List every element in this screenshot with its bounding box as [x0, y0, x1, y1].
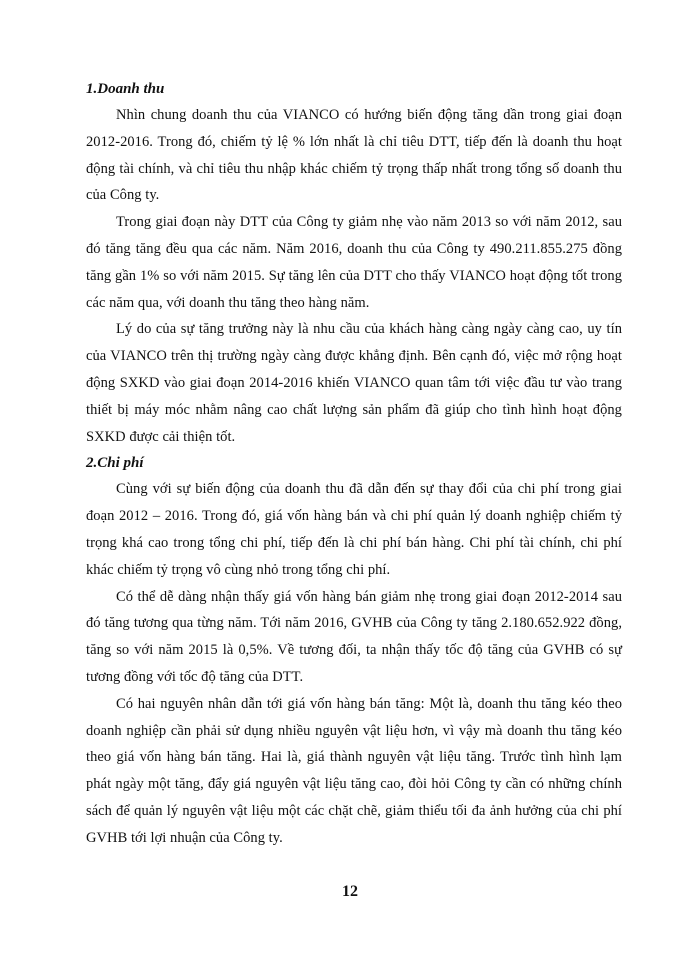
- section-revenue: [86, 76, 622, 450]
- paragraph: Nhìn chung doanh thu của VIANCO có hướng biến động tăng dần trong giai đoạn 2012-2016. Trong đó, chiếm tỷ lệ % lớn nhất là chỉ tiêu DTT, tiếp đến là doanh thu hoạt động tài chính, và chỉ tiêu thu nhập khác chiếm tỷ trọng thấp nhất trong tổng số doanh thu của Công ty.: [86, 107, 622, 204]
- paragraph: Có hai nguyên nhân dẫn tới giá vốn hàng bán tăng: Một là, doanh thu tăng kéo theo doanh nghiệp cần phải sử dụng nhiều nguyên vật liệu hơn, vì vậy mà doanh thu tăng kéo theo giá vốn hàng bán tăng. Hai là, giá thành nguyên vật liệu tăng. Trước tình hình lạm phát ngày một tăng, đẩy giá nguyên vật liệu tăng cao, đòi hỏi Công ty cần có những chính sách để quản lý nguyên vật liệu một các chặt chẽ, giảm thiểu tối đa ảnh hưởng của chi phí GVHB tới lợi nhuận của Công ty.: [86, 695, 622, 846]
- page-number: 12: [342, 883, 358, 900]
- section-costs: [86, 450, 622, 851]
- paragraph: Cùng với sự biến động của doanh thu đã dẫn đến sự thay đổi của chi phí trong giai đoạn 2012 – 2016. Trong đó, giá vốn hàng bán và chi phí quản lý doanh nghiệp chiếm tỷ trọng khá cao trong tổng chi phí, tiếp đến là chi phí bán hàng. Chi phí tài chính, chi phí khác chiếm tỷ trọng vô cùng nhỏ trong tổng chi phí.: [86, 481, 622, 578]
- section-heading-costs: 2.Chi phí: [86, 455, 144, 472]
- paragraph: Có thể dễ dàng nhận thấy giá vốn hàng bán giảm nhẹ trong giai đoạn 2012-2014 sau đó tăng tương qua từng năm. Tới năm 2016, GVHB của Công ty tăng 2.180.652.922 đồng, tăng so với năm 2015 là 0,5%. Về tương đối, ta nhận thấy tốc độ tăng của GVHB có sự tương đồng với tốc độ tăng của DTT.: [86, 588, 622, 685]
- section-heading-revenue: 1.Doanh thu: [86, 81, 165, 97]
- page-content: [86, 76, 622, 852]
- paragraph: Trong giai đoạn này DTT của Công ty giảm nhẹ vào năm 2013 so với năm 2012, sau đó tăng tăng đều qua các năm. Năm 2016, doanh thu của Công ty 490.211.855.275 đồng tăng gần 1% so với năm 2015. Sự tăng lên của DTT cho thấy VIANCO hoạt động tốt trong các năm qua, với doanh thu tăng theo hàng năm.: [86, 214, 622, 311]
- paragraph: Lý do của sự tăng trưởng này là nhu cầu của khách hàng càng ngày càng cao, uy tín của VIANCO trên thị trường ngày càng được khẳng định. Bên cạnh đó, việc mở rộng hoạt động SXKD vào giai đoạn 2014-2016 khiến VIANCO quan tâm tới việc đầu tư vào trang thiết bị máy móc nhằm nâng cao chất lượng sản phẩm đã giúp cho tình hình hoạt động SXKD được cải thiện tốt.: [86, 321, 622, 445]
